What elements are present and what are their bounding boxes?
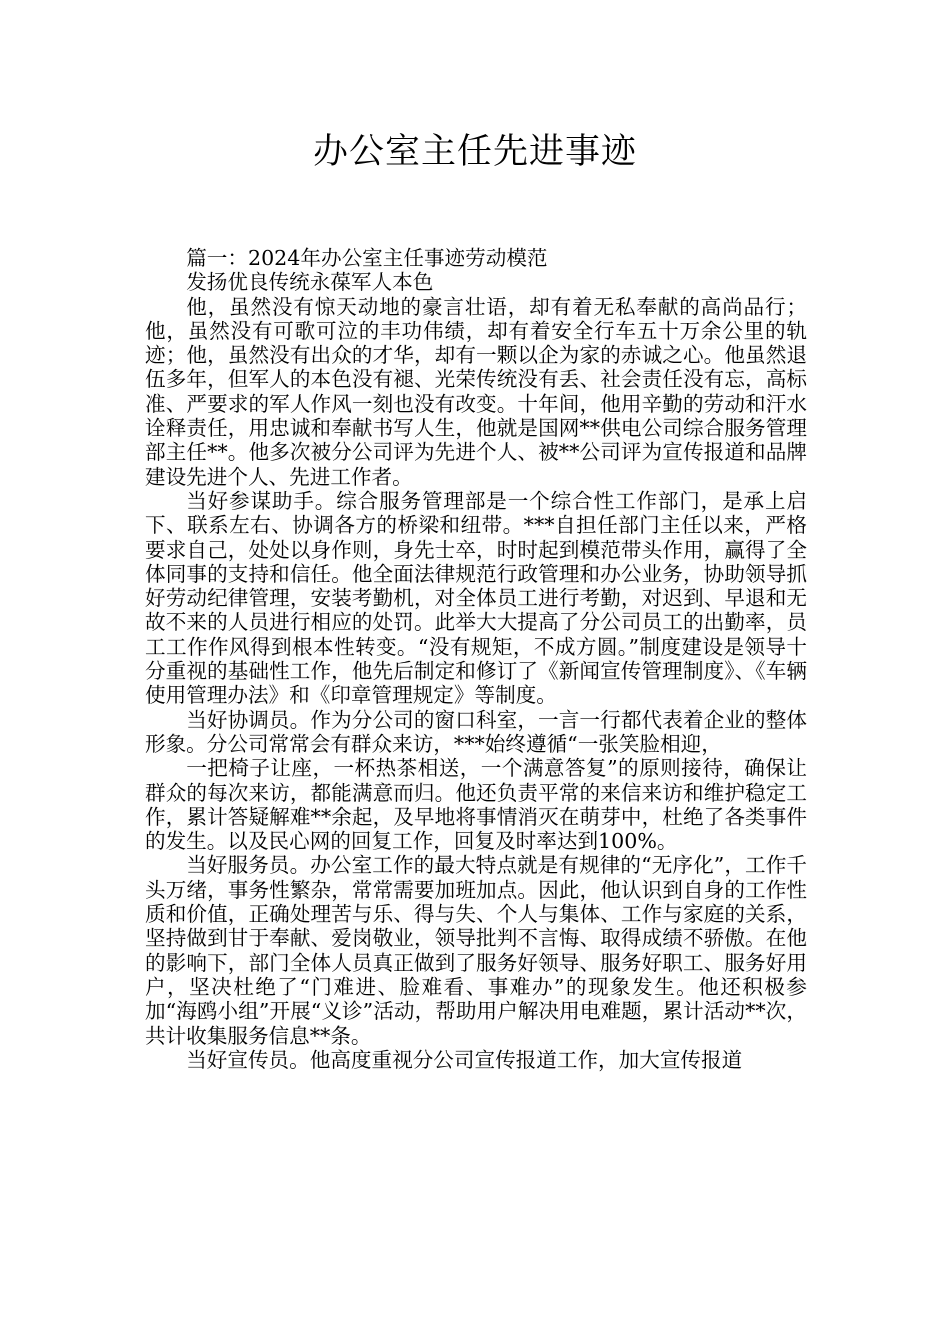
paragraph-coordinator: 当好协调员。作为分公司的窗口科室，一言一行都代表着企业的整体形象。分公司常常会有群众来访，***始终遵循“一张笑脸相迎，: [145, 707, 807, 756]
paragraph-publicity: 当好宣传员。他高度重视分公司宣传报道工作，加大宣传报道: [186, 1047, 743, 1072]
paragraph-intro: 他，虽然没有惊天动地的豪言壮语，却有着无私奉献的高尚品行；他，虽然没有可歌可泣的丰功伟绩，却有着安全行车五十万余公里的轨迹；他，虽然没有出众的才华，却有一颗以企为家的赤诚之心。他虽然退伍多年，但军人的本色没有褪、光荣传统没有丢、社会责任没有忘，高标准、严要求的军人作风一刻也没有改变。十年间，他用辛勤的劳动和汗水诠释责任，用忠诚和奉献书写人生，他就是国网**供电公司综合服务管理部主任**。他多次被分公司评为先进个人、被**公司评为宣传报道和品牌建设先进个人、先进工作者。: [145, 294, 807, 489]
document-title: 办公室主任先进事迹: [312, 132, 637, 172]
article-subtitle: 发扬优良传统永葆军人本色: [186, 270, 434, 295]
section-heading: 篇一：2024年办公室主任事迹劳动模范: [186, 246, 548, 270]
paragraph-coordinator-continued: 一把椅子让座，一杯热茶相送，一个满意答复”的原则接待，确保让群众的每次来访，都能满意而归。他还负责平常的来信来访和维护稳定工作，累计答疑解难**余起，及早地将事情消灭在萌芽中，杜绝了各类事件的发生。以及民心网的回复工作，回复及时率达到100%。: [145, 756, 807, 854]
document-body: [145, 246, 807, 1072]
paragraph-service: 当好服务员。办公室工作的最大特点就是有规律的“无序化”，工作千头万绪，事务性繁杂，常常需要加班加点。因此，他认识到自身的工作性质和价值，正确处理苦与乐、得与失、个人与集体、工作与家庭的关系，坚持做到甘于奉献、爱岗敬业，领导批判不言悔、取得成绩不骄傲。在他的影响下，部门全体人员真正做到了服务好领导、服务好职工、服务好用户，坚决杜绝了“门难进、脸难看、事难办”的现象发生。他还积极参加“海鸥小组”开展“义诊”活动，帮助用户解决用电难题，累计活动**次，共计收集服务信息**条。: [145, 853, 807, 1048]
paragraph-advisor: 当好参谋助手。综合服务管理部是一个综合性工作部门，是承上启下、联系左右、协调各方的桥梁和纽带。***自担任部门主任以来，严格要求自己，处处以身作则，身先士卒，时时起到模范带头作用，赢得了全体同事的支持和信任。他全面法律规范行政管理和办公业务，协助领导抓好劳动纪律管理，安装考勤机，对全体员工进行考勤，对迟到、早退和无故不来的人员进行相应的处罚。此举大大提高了分公司员工的出勤率，员工工作作风得到根本性转变。“没有规矩，不成方圆。”制度建设是领导十分重视的基础性工作，他先后制定和修订了《新闻宣传管理制度》、《车辆使用管理办法》和《印章管理规定》等制度。: [145, 488, 807, 708]
